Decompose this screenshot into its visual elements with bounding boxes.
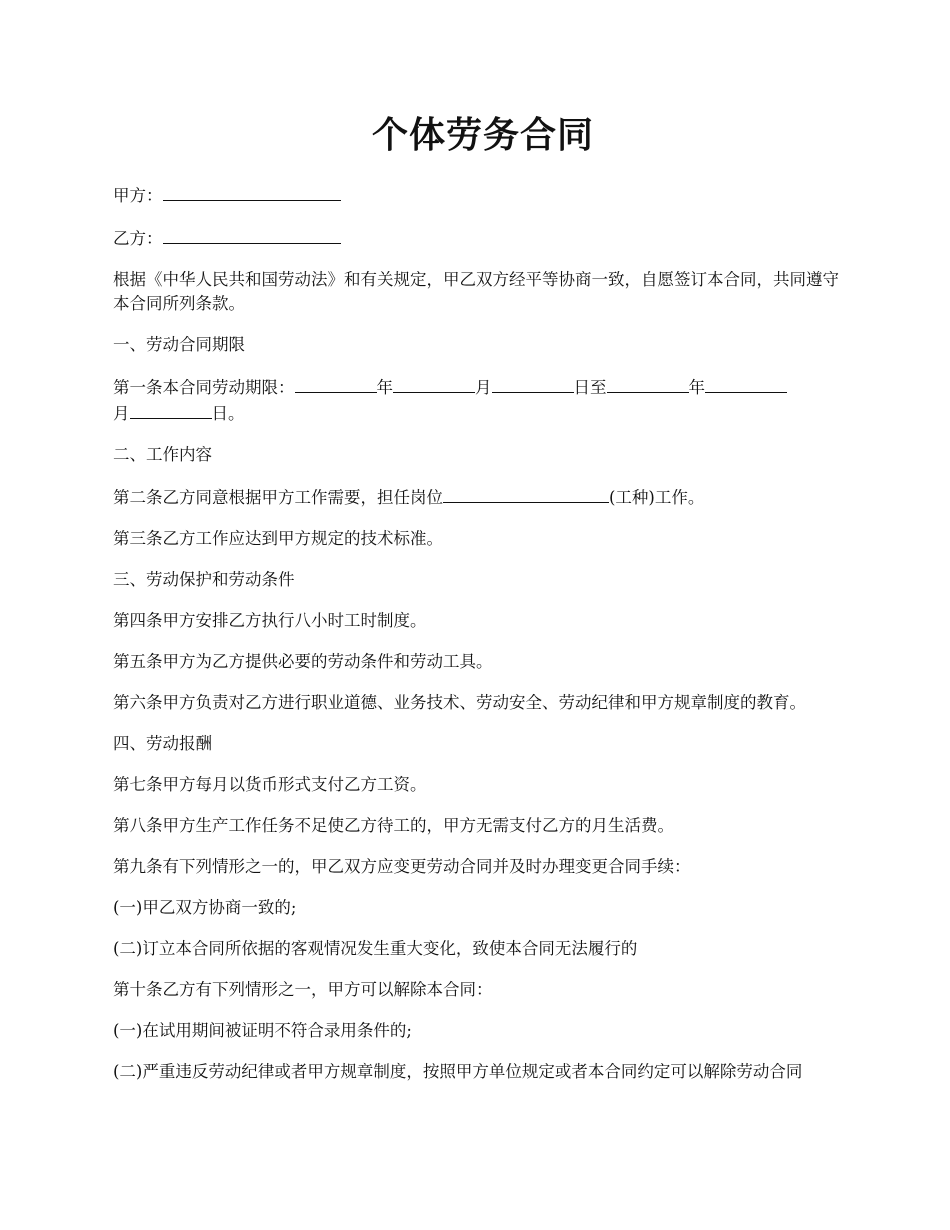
article-4: 第四条甲方安排乙方执行八小时工时制度。 <box>113 611 427 630</box>
party-b-blank <box>163 225 341 244</box>
section-heading-4: 四、劳动报酬 <box>113 734 212 753</box>
party-a-blank <box>163 182 341 201</box>
article-2 <box>113 484 853 510</box>
party-a-line <box>113 182 853 208</box>
month-label: 月 <box>113 404 130 423</box>
party-b-label: 乙方： <box>113 229 163 248</box>
party-a-label: 甲方： <box>113 186 163 205</box>
article-5: 第五条甲方为乙方提供必要的劳动条件和劳动工具。 <box>113 652 493 671</box>
start-year-blank <box>295 374 377 393</box>
day-end-label: 日。 <box>211 404 245 423</box>
year-label: 年 <box>376 378 393 397</box>
article-1-prefix: 第一条本合同劳动期限： <box>113 378 295 397</box>
section-heading-3: 三、劳动保护和劳动条件 <box>113 570 295 589</box>
year-label: 年 <box>688 378 705 397</box>
article-10: 第十条乙方有下列情形之一，甲方可以解除本合同： <box>113 980 493 999</box>
article-3: 第三条乙方工作应达到甲方规定的技术标准。 <box>113 529 443 548</box>
preamble: 根据《中华人民共和国劳动法》和有关规定，甲乙双方经平等协商一致，自愿签订本合同，共同遵守本合同所列条款。 <box>113 270 839 313</box>
article-9: 第九条有下列情形之一的，甲乙双方应变更劳动合同并及时办理变更合同手续： <box>113 857 691 876</box>
article-2-prefix: 第二条乙方同意根据甲方工作需要，担任岗位 <box>113 488 443 507</box>
article-10-item-2: (二)严重违反劳动纪律或者甲方规章制度，按照甲方单位规定或者本合同约定可以解除劳动合同 <box>113 1062 803 1081</box>
document-title: 个体劳务合同 <box>371 115 594 156</box>
article-10-item-1: (一)在试用期间被证明不符合录用条件的; <box>113 1021 412 1040</box>
start-day-blank <box>492 374 574 393</box>
section-heading-2: 二、工作内容 <box>113 445 212 464</box>
contract-document <box>113 112 853 1101</box>
end-month-blank <box>705 374 787 393</box>
start-month-blank <box>393 374 475 393</box>
month-label: 月 <box>475 378 492 397</box>
day-to-label: 日至 <box>573 378 607 397</box>
end-year-blank <box>607 374 689 393</box>
article-9-item-2: (二)订立本合同所依据的客观情况发生重大变化，致使本合同无法履行的 <box>113 939 638 958</box>
article-7: 第七条甲方每月以货币形式支付乙方工资。 <box>113 775 427 794</box>
article-8: 第八条甲方生产工作任务不足使乙方待工的，甲方无需支付乙方的月生活费。 <box>113 816 674 835</box>
article-6: 第六条甲方负责对乙方进行职业道德、业务技术、劳动安全、劳动纪律和甲方规章制度的教育。 <box>113 693 806 712</box>
end-day-blank <box>130 400 212 419</box>
article-2-suffix: (工种)工作。 <box>609 488 705 507</box>
section-heading-1: 一、劳动合同期限 <box>113 335 245 354</box>
article-9-item-1: (一)甲乙双方协商一致的; <box>113 898 297 917</box>
article-1 <box>113 374 853 426</box>
party-b-line <box>113 225 853 251</box>
job-position-blank <box>443 484 609 503</box>
